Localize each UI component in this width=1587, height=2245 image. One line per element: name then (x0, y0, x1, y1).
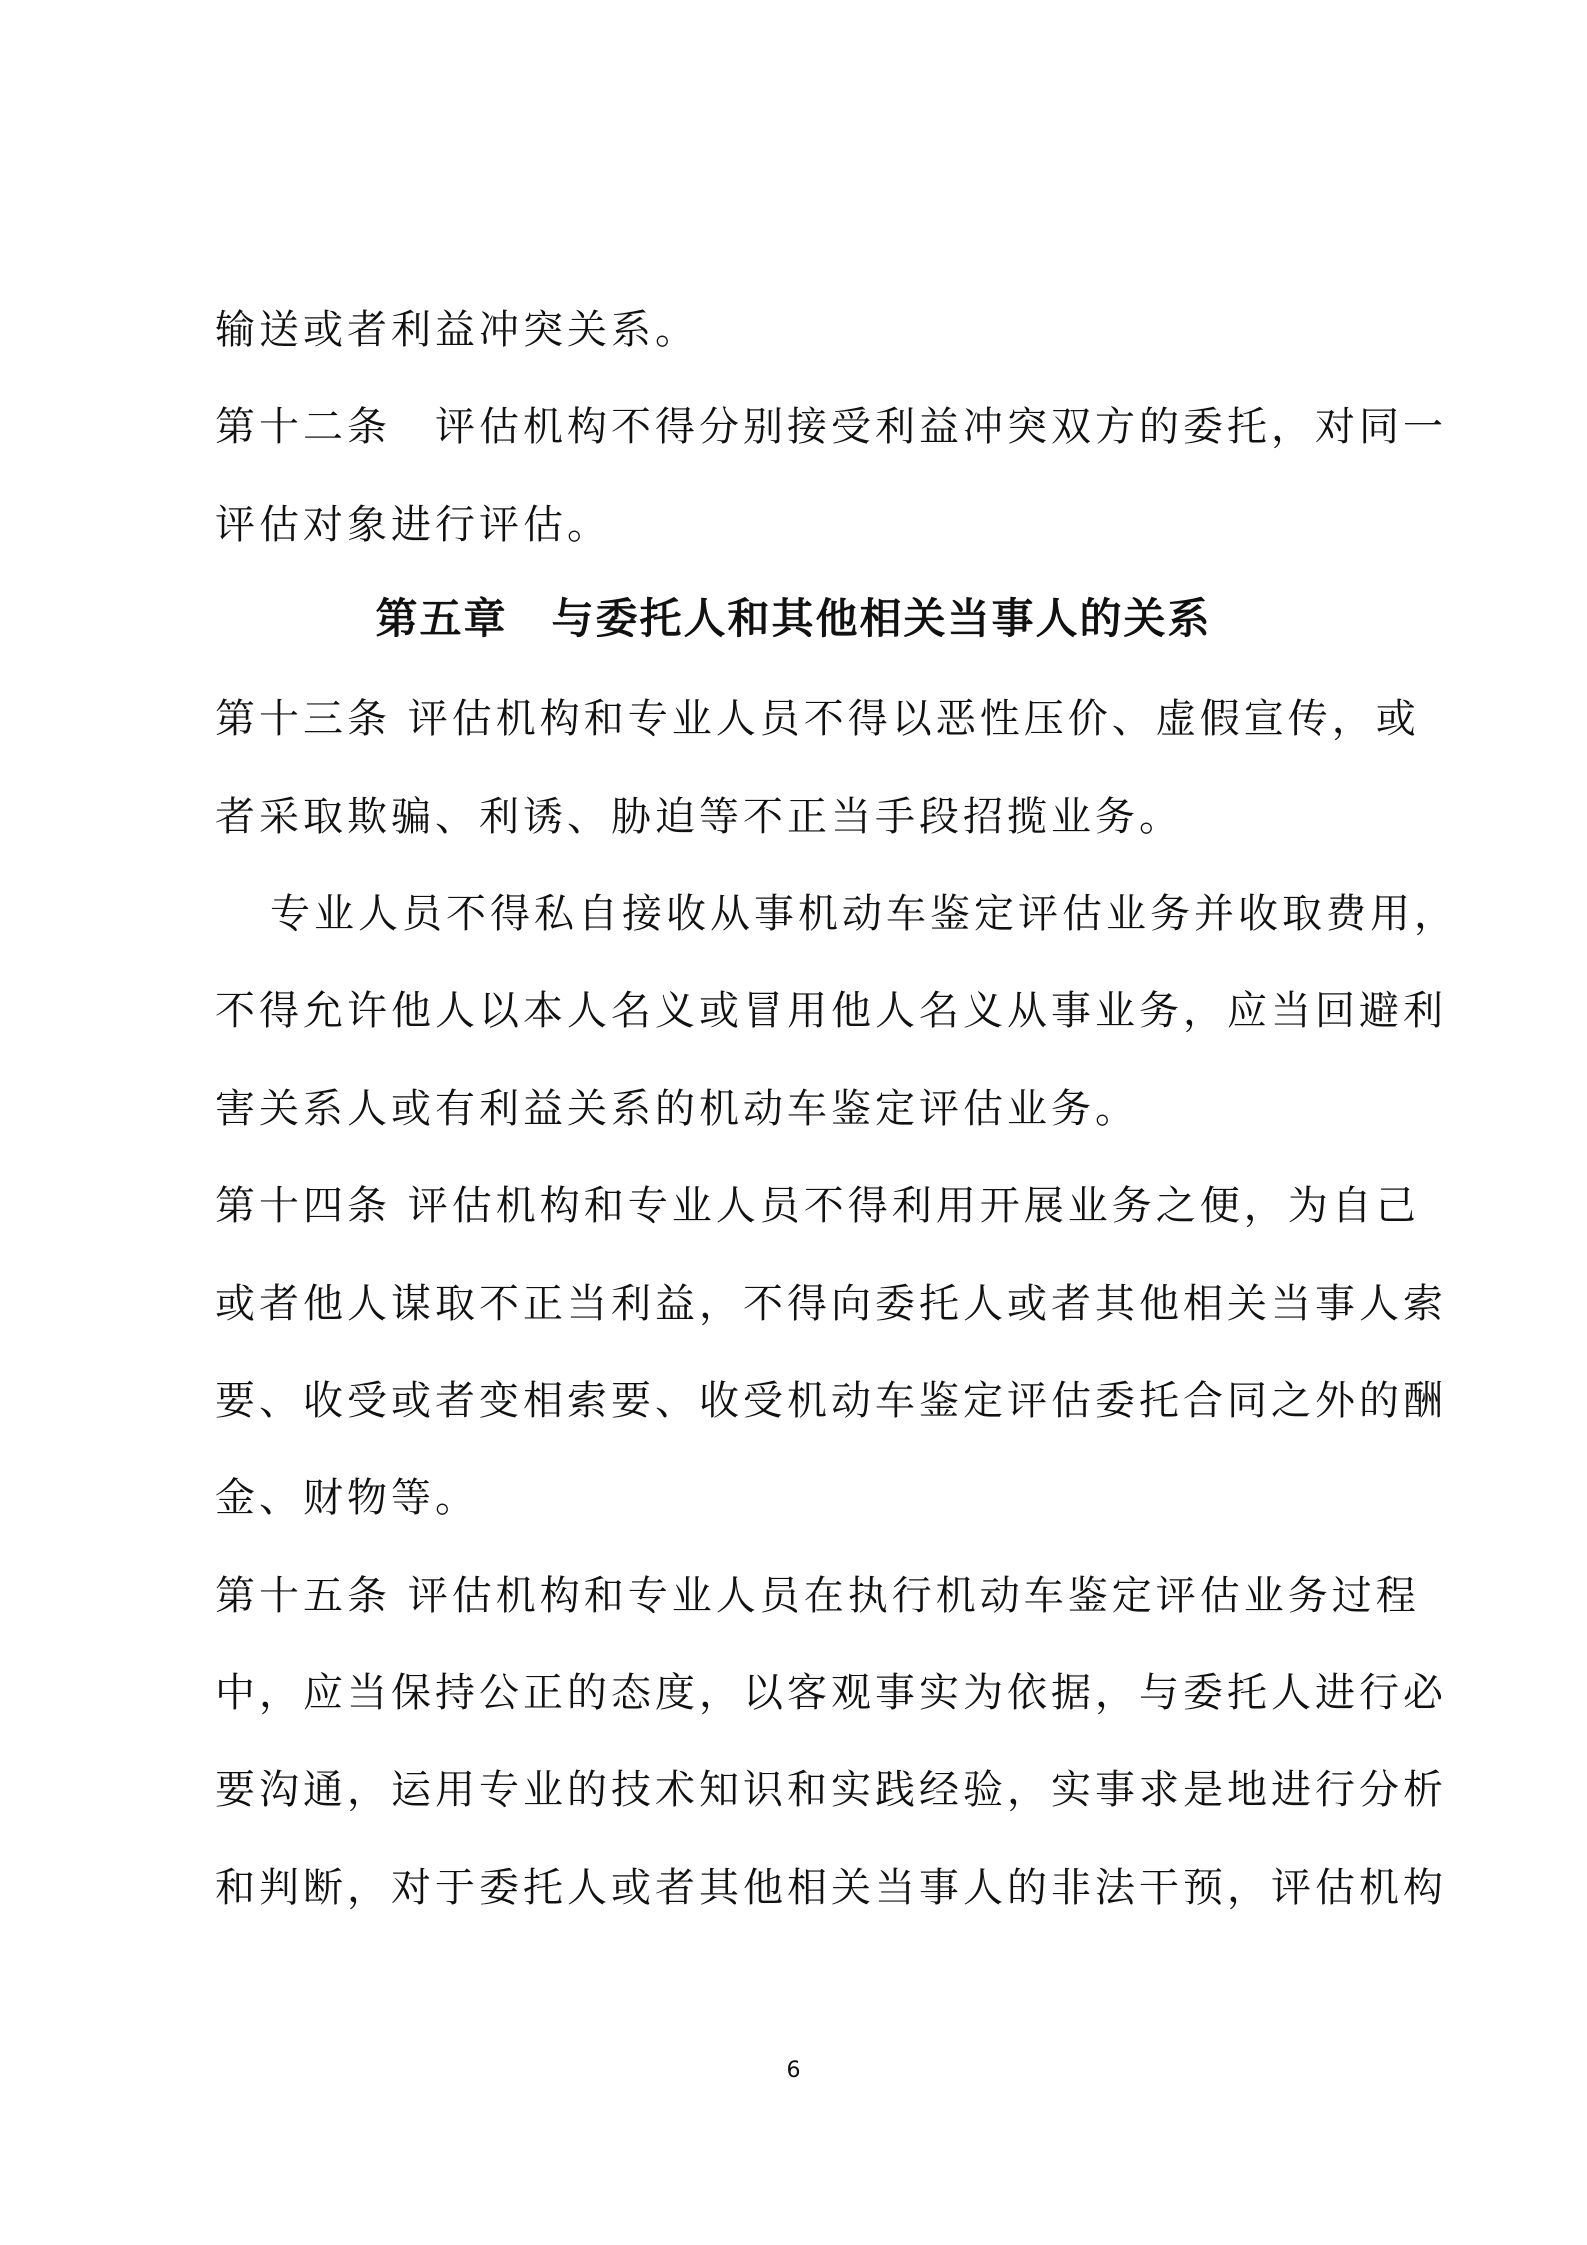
article-12-line-1: 第十二条 评估机构不得分别接受利益冲突双方的委托，对同一 (215, 404, 1447, 450)
text-line-1: 输送或者利益冲突关系。 (215, 307, 699, 353)
page-number: 6 (786, 2058, 801, 2083)
paragraph-line-2: 不得允许他人以本人名义或冒用他人名义从事业务，应当回避利 (215, 988, 1447, 1034)
article-15-line-4: 和判断，对于委托人或者其他相关当事人的非法干预，评估机构 (215, 1865, 1447, 1911)
article-14-line-3: 要、收受或者变相索要、收受机动车鉴定评估委托合同之外的酬 (215, 1378, 1447, 1424)
article-13-line-2: 者采取欺骗、利诱、胁迫等不正当手段招揽业务。 (215, 794, 1183, 840)
paragraph-line-1: 专业人员不得私自接收从事机动车鉴定评估业务并收取费用， (270, 891, 1458, 937)
article-15-line-3: 要沟通，运用专业的技术知识和实践经验，实事求是地进行分析 (215, 1767, 1447, 1813)
article-15-line-2: 中，应当保持公正的态度，以客观事实为依据，与委托人进行必 (215, 1670, 1447, 1716)
paragraph-line-3: 害关系人或有利益关系的机动车鉴定评估业务。 (215, 1086, 1139, 1132)
article-15-line-1: 第十五条 评估机构和专业人员在执行机动车鉴定评估业务过程 (215, 1573, 1420, 1619)
article-14-line-1: 第十四条 评估机构和专业人员不得利用开展业务之便，为自己 (215, 1183, 1420, 1229)
chapter-heading: 第五章 与委托人和其他相关当事人的关系 (375, 594, 1212, 643)
article-12-line-2: 评估对象进行评估。 (215, 502, 611, 548)
article-14-line-2: 或者他人谋取不正当利益，不得向委托人或者其他相关当事人索 (215, 1281, 1447, 1327)
article-13-line-1: 第十三条 评估机构和专业人员不得以恶性压价、虚假宣传，或 (215, 696, 1420, 742)
article-14-line-4: 金、财物等。 (215, 1475, 479, 1521)
